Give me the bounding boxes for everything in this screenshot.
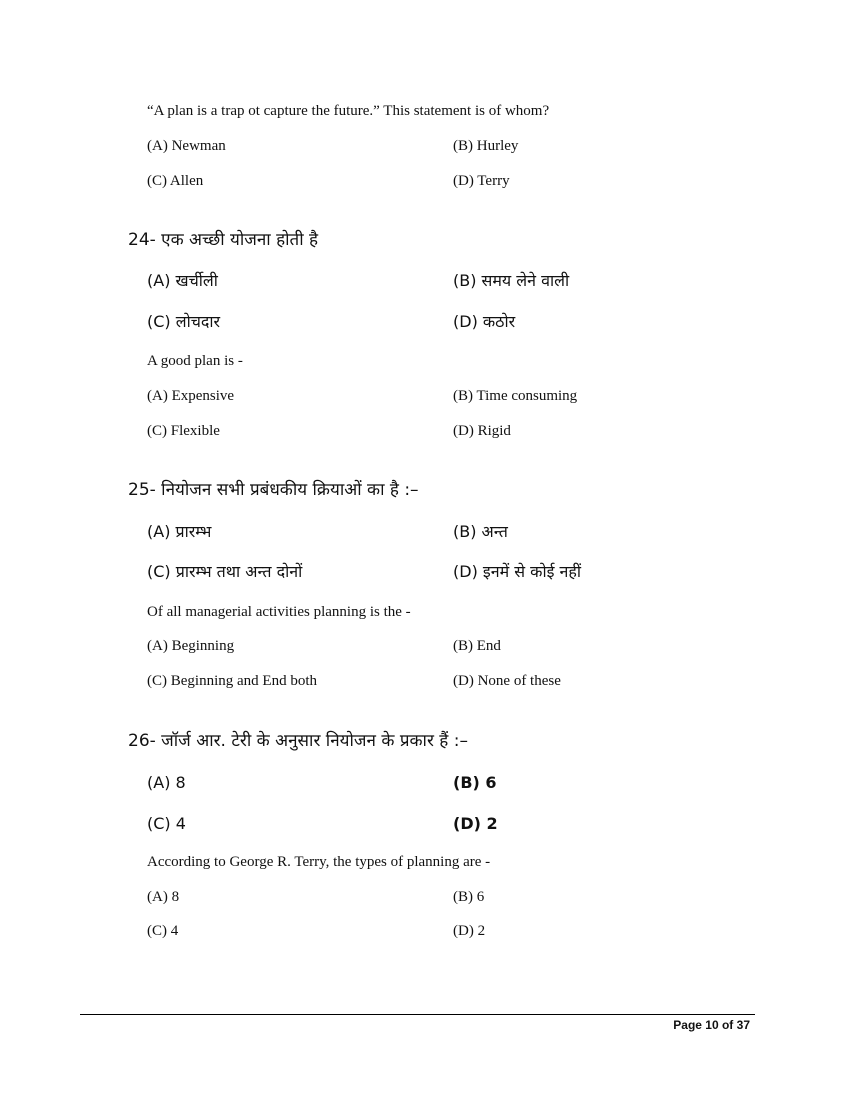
q24-option-a: (A) Expensive (147, 388, 235, 404)
q24-hindi-option-b: (B) समय लेने वाली (453, 271, 570, 290)
footer-divider (80, 1014, 755, 1015)
q25-hindi-option-d: (D) इनमें से कोई नहीं (453, 562, 582, 581)
q26-option-d: (D) 2 (453, 923, 486, 939)
q26-hindi-question: 26- जॉर्ज आर. टेरी के अनुसार नियोजन के प्रकार हैं :– (128, 731, 468, 751)
q23-option-a: (A) Newman (147, 138, 226, 154)
q25-hindi-option-b: (B) अन्त (453, 522, 508, 541)
q23-option-c: (C) Allen (147, 173, 204, 189)
q25-option-d: (D) None of these (453, 673, 561, 689)
q25-option-c: (C) Beginning and End both (147, 673, 317, 689)
q24-hindi-option-c: (C) लोचदार (147, 312, 221, 331)
q25-option-a: (A) Beginning (147, 638, 235, 654)
q26-hindi-option-b: (B) 6 (453, 773, 497, 792)
q26-option-b: (B) 6 (453, 889, 485, 905)
q25-hindi-question: 25- नियोजन सभी प्रबंधकीय क्रियाओं का है :– (128, 480, 419, 500)
q25-hindi-option-a: (A) प्रारम्भ (147, 522, 212, 541)
q24-english-question: A good plan is - (147, 353, 243, 369)
q25-hindi-option-c: (C) प्रारम्भ तथा अन्त दोनों (147, 562, 303, 581)
q24-hindi-question: 24- एक अच्छी योजना होती है (128, 230, 319, 250)
q25-option-b: (B) End (453, 638, 501, 654)
q24-hindi-option-d: (D) कठोर (453, 312, 516, 331)
q25-english-question: Of all managerial activities planning is the - (147, 604, 411, 620)
q23-option-b: (B) Hurley (453, 138, 519, 154)
q24-option-c: (C) Flexible (147, 423, 220, 439)
q26-hindi-option-d: (D) 2 (453, 814, 498, 833)
q26-hindi-option-c: (C) 4 (147, 814, 186, 833)
q23-english-question: “A plan is a trap ot capture the future.” This statement is of whom? (147, 103, 550, 119)
q23-option-d: (D) Terry (453, 173, 510, 189)
page-number: Page 10 of 37 (673, 1018, 750, 1032)
q26-english-question: According to George R. Terry, the types of planning are - (147, 854, 491, 870)
q24-option-b: (B) Time consuming (453, 388, 578, 404)
q26-hindi-option-a: (A) 8 (147, 773, 186, 792)
q26-option-c: (C) 4 (147, 923, 179, 939)
q24-hindi-option-a: (A) खर्चीली (147, 271, 218, 290)
q26-option-a: (A) 8 (147, 889, 180, 905)
q24-option-d: (D) Rigid (453, 423, 511, 439)
